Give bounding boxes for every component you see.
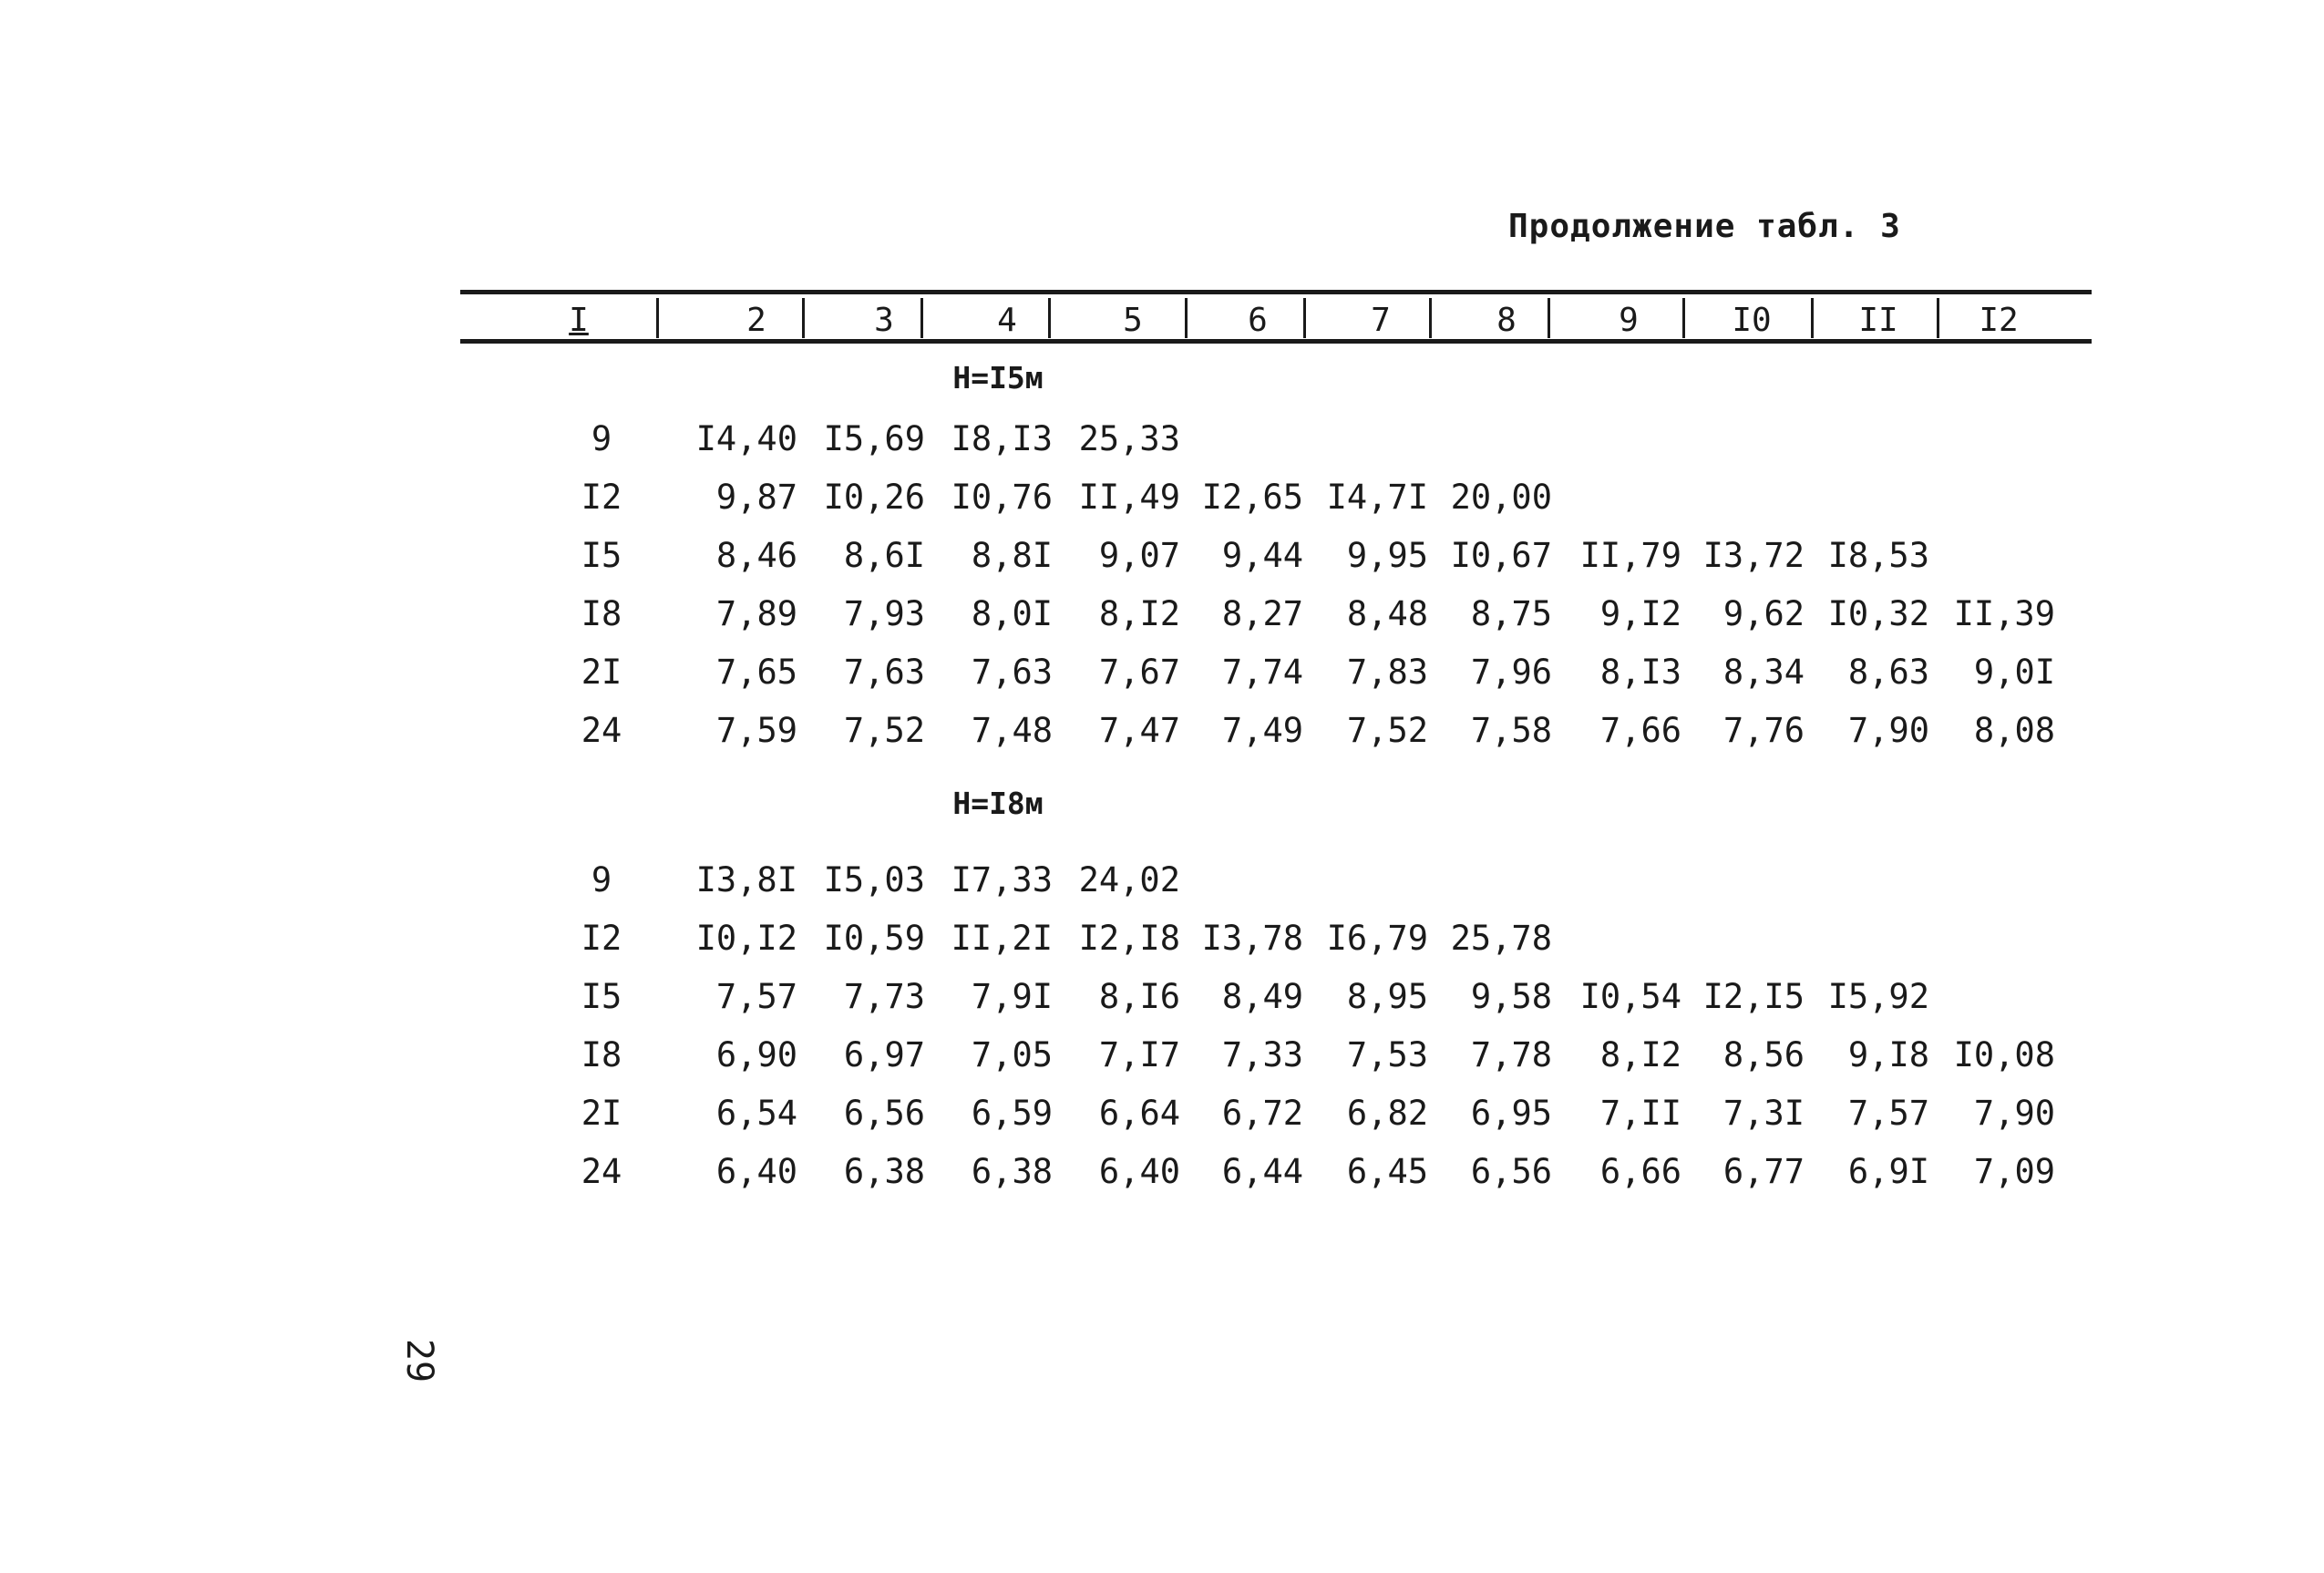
table-cell: 6,64 <box>1098 1094 1180 1133</box>
row-label: 9 <box>591 419 612 458</box>
table-cell: I0,I2 <box>695 919 797 958</box>
table-cell: 8,I2 <box>1098 594 1180 633</box>
table-cell: 6,38 <box>971 1152 1053 1191</box>
row-label: I8 <box>581 594 622 633</box>
page-number: 29 <box>398 1338 440 1383</box>
table-cell: 8,27 <box>1221 594 1303 633</box>
table-cell: 8,63 <box>1847 653 1929 692</box>
column-separator <box>1937 298 1939 338</box>
table-cell: 6,95 <box>1470 1094 1552 1133</box>
table-row <box>460 1149 2092 1195</box>
table-cell: 8,08 <box>1973 711 2055 750</box>
table-cell: 20,00 <box>1450 478 1552 517</box>
table-cell: 8,46 <box>715 536 797 575</box>
table-cell: 7,52 <box>1346 711 1428 750</box>
column-separator <box>656 298 659 338</box>
column-header-7: 7 <box>1371 302 1391 339</box>
table-header-row <box>460 294 2092 339</box>
table-cell: 7,90 <box>1973 1094 2055 1133</box>
section-title: H=I8м <box>952 786 1044 821</box>
table-row <box>460 475 2092 520</box>
table-cell: 7,65 <box>715 653 797 692</box>
column-separator <box>1811 298 1814 338</box>
column-separator <box>920 298 923 338</box>
table-cell: 7,48 <box>971 711 1053 750</box>
column-header-8: 8 <box>1496 302 1517 339</box>
table-cell: 8,56 <box>1722 1035 1805 1074</box>
table-cell: I8,53 <box>1827 536 1929 575</box>
table-cell: 24,02 <box>1078 860 1180 900</box>
table-cell: 8,34 <box>1722 653 1805 692</box>
row-label: 24 <box>581 711 622 750</box>
row-label: I8 <box>581 1035 622 1074</box>
table-cell: 7,83 <box>1346 653 1428 692</box>
row-label: 2I <box>581 653 622 692</box>
table-row <box>460 533 2092 579</box>
table-cell: 7,96 <box>1470 653 1552 692</box>
table-row <box>460 1091 2092 1136</box>
table-cell: I5,92 <box>1827 977 1929 1016</box>
table-cell: 8,49 <box>1221 977 1303 1016</box>
table-cell: 7,58 <box>1470 711 1552 750</box>
table-cell: I2,65 <box>1201 478 1303 517</box>
table-cell: 7,47 <box>1098 711 1180 750</box>
table-cell: 6,40 <box>715 1152 797 1191</box>
table-cell: I4,40 <box>695 419 797 458</box>
table-cell: 8,0I <box>971 594 1053 633</box>
table-row <box>460 1033 2092 1078</box>
table-cell: 7,63 <box>971 653 1053 692</box>
table-cell: 8,48 <box>1346 594 1428 633</box>
table-cell: 8,8I <box>971 536 1053 575</box>
table-cell: I8,I3 <box>951 419 1053 458</box>
column-header-9: 9 <box>1619 302 1639 339</box>
table-cell: I2,I5 <box>1702 977 1805 1016</box>
column-header-5: 5 <box>1123 302 1143 339</box>
column-header-12: I2 <box>1979 302 2019 339</box>
column-separator <box>1048 298 1051 338</box>
table-cell: 7,53 <box>1346 1035 1428 1074</box>
table-cell: I7,33 <box>951 860 1053 900</box>
table-cell: 6,90 <box>715 1035 797 1074</box>
table-cell: 7,78 <box>1470 1035 1552 1074</box>
table-cell: 7,33 <box>1221 1035 1303 1074</box>
table-cell: 7,49 <box>1221 711 1303 750</box>
table-row <box>460 650 2092 695</box>
table-cell: 7,59 <box>715 711 797 750</box>
row-label: I5 <box>581 536 622 575</box>
table-cell: 9,87 <box>715 478 797 517</box>
table-cell: 6,44 <box>1221 1152 1303 1191</box>
table-cell: 8,I6 <box>1098 977 1180 1016</box>
table-cell: 9,I8 <box>1847 1035 1929 1074</box>
table-cell: I3,8I <box>695 860 797 900</box>
table-cell: 7,74 <box>1221 653 1303 692</box>
table-header-bottom-rule <box>460 339 2092 344</box>
table-row <box>460 974 2092 1020</box>
row-label: 2I <box>581 1094 622 1133</box>
table-cell: II,79 <box>1579 536 1681 575</box>
table-cell: I6,79 <box>1326 919 1428 958</box>
table-cell: 7,57 <box>715 977 797 1016</box>
table-row <box>460 416 2092 462</box>
table-cell: 9,62 <box>1722 594 1805 633</box>
table-cell: I0,67 <box>1450 536 1552 575</box>
table-cell: 7,93 <box>843 594 925 633</box>
column-header-6: 6 <box>1248 302 1268 339</box>
table-cell: 7,89 <box>715 594 797 633</box>
row-label: I2 <box>581 919 622 958</box>
table-cell: 6,56 <box>1470 1152 1552 1191</box>
table-cell: 6,9I <box>1847 1152 1929 1191</box>
table-cell: 7,73 <box>843 977 925 1016</box>
column-header-4: 4 <box>997 302 1017 339</box>
table-cell: I0,08 <box>1953 1035 2055 1074</box>
column-separator <box>1429 298 1432 338</box>
column-header-3: 3 <box>874 302 894 339</box>
column-header-1: I <box>569 302 589 339</box>
table-cell: II,2I <box>951 919 1053 958</box>
table-cell: I5,69 <box>823 419 925 458</box>
row-label: I5 <box>581 977 622 1016</box>
table-cell: 9,58 <box>1470 977 1552 1016</box>
table-cell: I0,59 <box>823 919 925 958</box>
table-cell: I4,7I <box>1326 478 1428 517</box>
table-cell: I3,72 <box>1702 536 1805 575</box>
table-cell: 25,33 <box>1078 419 1180 458</box>
table-cell: 6,45 <box>1346 1152 1428 1191</box>
table-row <box>460 591 2092 637</box>
table-cell: 6,66 <box>1599 1152 1681 1191</box>
column-separator <box>1548 298 1550 338</box>
table-cell: 25,78 <box>1450 919 1552 958</box>
row-label: I2 <box>581 478 622 517</box>
table-cell: 9,44 <box>1221 536 1303 575</box>
table-cell: 9,0I <box>1973 653 2055 692</box>
table-cell: I3,78 <box>1201 919 1303 958</box>
table-cell: I0,54 <box>1579 977 1681 1016</box>
column-separator <box>802 298 805 338</box>
column-header-10: I0 <box>1732 302 1772 339</box>
row-label: 9 <box>591 860 612 900</box>
table-cell: 6,38 <box>843 1152 925 1191</box>
table-cell: II,39 <box>1953 594 2055 633</box>
table-row <box>460 708 2092 754</box>
table-cell: 7,66 <box>1599 711 1681 750</box>
table-cell: 6,54 <box>715 1094 797 1133</box>
table-cell: 7,09 <box>1973 1152 2055 1191</box>
table-cell: I2,I8 <box>1078 919 1180 958</box>
table-cell: 7,9I <box>971 977 1053 1016</box>
section-title: H=I5м <box>952 360 1044 396</box>
table-cell: 7,52 <box>843 711 925 750</box>
table-cell: 8,6I <box>843 536 925 575</box>
table-cell: 6,59 <box>971 1094 1053 1133</box>
table-cell: 7,05 <box>971 1035 1053 1074</box>
row-label: 24 <box>581 1152 622 1191</box>
table-cell: 9,95 <box>1346 536 1428 575</box>
table-cell: II,49 <box>1078 478 1180 517</box>
table-row <box>460 858 2092 903</box>
table-row <box>460 916 2092 961</box>
table-caption: Продолжение табл. 3 <box>1508 208 1901 245</box>
column-header-2: 2 <box>746 302 766 339</box>
table-cell: I0,76 <box>951 478 1053 517</box>
table-cell: 7,76 <box>1722 711 1805 750</box>
column-separator <box>1185 298 1188 338</box>
table-cell: 7,II <box>1599 1094 1681 1133</box>
table-cell: 7,90 <box>1847 711 1929 750</box>
table-cell: 8,I3 <box>1599 653 1681 692</box>
table-cell: 7,57 <box>1847 1094 1929 1133</box>
table-cell: 8,I2 <box>1599 1035 1681 1074</box>
table-cell: 9,07 <box>1098 536 1180 575</box>
column-separator <box>1303 298 1306 338</box>
column-separator <box>1682 298 1685 338</box>
table-cell: 8,75 <box>1470 594 1552 633</box>
table-cell: 7,67 <box>1098 653 1180 692</box>
table-cell: 7,63 <box>843 653 925 692</box>
table-cell: 7,3I <box>1722 1094 1805 1133</box>
table-cell: 7,I7 <box>1098 1035 1180 1074</box>
column-header-11: II <box>1858 302 1898 339</box>
table-cell: 6,40 <box>1098 1152 1180 1191</box>
table-cell: 6,82 <box>1346 1094 1428 1133</box>
table-cell: I0,26 <box>823 478 925 517</box>
table-cell: 6,72 <box>1221 1094 1303 1133</box>
table-cell: 6,77 <box>1722 1152 1805 1191</box>
table-cell: 6,97 <box>843 1035 925 1074</box>
table-cell: I5,03 <box>823 860 925 900</box>
table-cell: 8,95 <box>1346 977 1428 1016</box>
table-cell: 9,I2 <box>1599 594 1681 633</box>
table-cell: 6,56 <box>843 1094 925 1133</box>
table-cell: I0,32 <box>1827 594 1929 633</box>
